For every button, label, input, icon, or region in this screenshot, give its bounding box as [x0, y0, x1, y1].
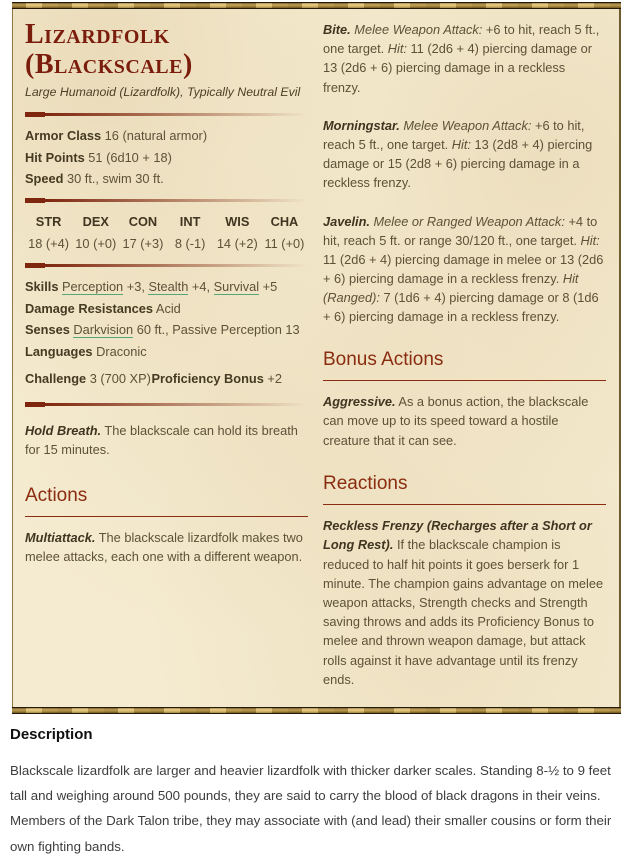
- monster-meta: Large Humanoid (Lizardfolk), Typically Neutral Evil: [25, 85, 301, 100]
- skill-stealth-bonus: +4: [191, 278, 207, 294]
- challenge-group: [25, 369, 151, 388]
- action-javelin-damage: 11 (2d6 + 4) piercing damage in melee or 13 (2d6 + 6) piercing damage in a reckless frenzy.: [323, 251, 604, 287]
- hit-points-value: 51 (6d10 + 18): [88, 149, 172, 165]
- reaction-reckless-frenzy-name: Reckless Frenzy (Recharges after a Short or Long Rest).: [323, 518, 592, 553]
- skill-perception-link[interactable]: Perception: [62, 278, 124, 294]
- description-section: [0, 714, 625, 859]
- hit-points-line: [25, 148, 308, 167]
- bonus-action-aggressive-name: Aggressive.: [323, 394, 396, 410]
- action-morningstar-tohit: +6 to hit, reach 5 ft., one target.: [323, 117, 585, 152]
- tapered-rule: [25, 198, 308, 203]
- armor-class-value: 16 (natural armor): [104, 127, 208, 143]
- stat-block-top-border: [12, 2, 621, 9]
- languages-line: [25, 342, 308, 361]
- ability-wis-value: 14 (+2): [216, 235, 258, 251]
- reaction-reckless-frenzy-text: If the blackscale champion is reduced to half hit points it goes berserk for 1 minute. The champion gains advantage on melee weapon attacks, Strength checks and Strength saving throws and adds its Proficiency Bonus to melee and thrown weapon damage, but attack rolls against it have advantage until its frenzy ends.: [323, 537, 604, 687]
- action-bite-type: Melee Weapon Attack:: [354, 22, 483, 37]
- damage-resistances-label: Damage Resistances: [25, 300, 154, 316]
- monster-stat-block: [12, 2, 621, 714]
- monster-name: Lizardfolk (Blackscale): [25, 19, 193, 81]
- bonus-actions-heading: Bonus Actions: [323, 346, 606, 382]
- bonus-action-aggressive-text: As a bonus action, the blackscale can move up to its speed toward a hostile creature that it can see.: [323, 394, 589, 448]
- stat-block-bottom-border: [12, 707, 621, 714]
- ability-int-label: INT: [179, 214, 201, 230]
- action-javelin-hit-label: Hit:: [580, 232, 600, 248]
- trait-hold-breath-text: The blackscale can hold its breath for 15 minutes.: [25, 423, 298, 458]
- action-multiattack-name: Multiattack.: [25, 530, 96, 546]
- trait-hold-breath: [25, 421, 308, 459]
- reaction-reckless-frenzy: [323, 516, 606, 689]
- action-morningstar-name: Morningstar.: [323, 117, 400, 133]
- action-bite-hit-label: Hit:: [387, 41, 407, 57]
- skill-stealth-link[interactable]: Stealth: [148, 278, 189, 294]
- speed-value: 30 ft., swim 30 ft.: [66, 171, 164, 187]
- reactions-heading: Reactions: [323, 470, 606, 506]
- ability-cha-label: CHA: [270, 214, 299, 230]
- tapered-rule: [25, 402, 308, 407]
- action-javelin-hit-ranged-label: Hit (Ranged):: [323, 271, 579, 306]
- ability-cha: [261, 212, 308, 252]
- challenge-label: Challenge: [25, 371, 87, 387]
- challenge-row: [25, 369, 308, 388]
- separator: ,: [206, 278, 214, 294]
- action-bite-damage: 11 (2d6 + 4) piercing damage or 13 (2d6 + 6) piercing damage in a reckless frenzy.: [323, 41, 593, 95]
- action-multiattack-text: The blackscale lizardfolk makes two melee attacks, each one with a different weapon.: [25, 530, 303, 565]
- ability-str: [25, 212, 72, 252]
- ability-dex-value: 10 (+0): [75, 235, 117, 251]
- senses-value: 60 ft., Passive Perception 13: [136, 322, 300, 338]
- hit-points-label: Hit Points: [25, 149, 85, 165]
- ability-wis: [214, 212, 261, 252]
- action-javelin-tohit: +4 to hit, reach 5 ft. or range 30/120 ft., one target.: [323, 213, 598, 248]
- separator: ,: [141, 278, 149, 294]
- ability-str-label: STR: [35, 214, 62, 230]
- action-javelin-damage-ranged: 7 (1d6 + 4) piercing damage or 8 (1d6 + 6) piercing damage in a reckless frenzy.: [323, 290, 599, 325]
- speed-label: Speed: [25, 171, 64, 187]
- action-morningstar: [323, 116, 606, 193]
- damage-resistances-line: [25, 299, 308, 318]
- description-text: Blackscale lizardfolk are larger and heavier lizardfolk with thicker darker scales. Standing 8-½ to 9 feet tall and weighing around 500 pounds, they are said to carry the blood of black dragons in their veins. Members of the Dark Talon tribe, they may associate with (and lead) their smaller cousins or form their own fighting bands.: [10, 762, 612, 854]
- action-multiattack: [25, 528, 308, 566]
- action-bite-name: Bite.: [323, 22, 351, 37]
- action-morningstar-hit-label: Hit:: [451, 136, 471, 152]
- senses-line: [25, 320, 308, 339]
- action-morningstar-damage: 13 (2d8 + 4) piercing damage or 15 (2d8 + 6) piercing damage in a reckless frenzy.: [323, 136, 593, 191]
- ability-con: [119, 212, 166, 252]
- tapered-rule: [25, 263, 308, 268]
- ability-int-value: 8 (-1): [174, 235, 206, 251]
- languages-label: Languages: [25, 343, 93, 359]
- ability-con-label: CON: [128, 214, 158, 230]
- trait-hold-breath-name: Hold Breath.: [25, 423, 102, 439]
- languages-value: Draconic: [96, 343, 147, 359]
- darkvision-link[interactable]: Darkvision: [73, 322, 134, 338]
- armor-class-label: Armor Class: [25, 127, 102, 143]
- proficiency-bonus-label: Proficiency Bonus: [151, 371, 264, 387]
- proficiency-group: [151, 369, 282, 388]
- ability-con-value: 17 (+3): [122, 235, 164, 251]
- action-javelin-name: Javelin.: [323, 213, 370, 229]
- stat-block-right-column: [323, 20, 606, 699]
- skills-label: Skills: [25, 278, 59, 294]
- ability-str-value: 18 (+4): [28, 235, 70, 251]
- senses-label: Senses: [25, 322, 70, 338]
- skill-perception-bonus: +3: [126, 278, 142, 294]
- ability-scores-table: [25, 212, 308, 252]
- action-javelin: [323, 212, 606, 327]
- damage-resistances-value: Acid: [155, 300, 181, 316]
- ability-dex-label: DEX: [82, 214, 109, 230]
- ability-dex: [72, 212, 119, 252]
- ability-int: [167, 212, 214, 252]
- action-javelin-type: Melee or Ranged Weapon Attack:: [373, 213, 565, 229]
- challenge-value: 3 (700 XP): [89, 371, 151, 387]
- action-morningstar-type: Melee Weapon Attack:: [403, 117, 532, 133]
- skill-survival-link[interactable]: Survival: [213, 278, 260, 294]
- skills-line: [25, 277, 308, 296]
- action-bite-tohit: +6 to hit, reach 5 ft., one target.: [323, 22, 600, 57]
- armor-class-line: [25, 126, 308, 145]
- actions-heading: Actions: [25, 482, 308, 518]
- ability-wis-label: WIS: [225, 214, 250, 230]
- tapered-rule: [25, 112, 308, 117]
- stat-block-left-column: [25, 20, 308, 699]
- skill-survival-bonus: +5: [262, 278, 278, 294]
- bonus-action-aggressive: [323, 392, 606, 450]
- proficiency-bonus-value: +2: [267, 371, 282, 387]
- description-heading: Description: [10, 725, 93, 743]
- ability-cha-value: 11 (+0): [264, 235, 305, 251]
- action-bite: [323, 20, 606, 97]
- stat-block-body: [12, 9, 621, 707]
- speed-line: [25, 169, 308, 188]
